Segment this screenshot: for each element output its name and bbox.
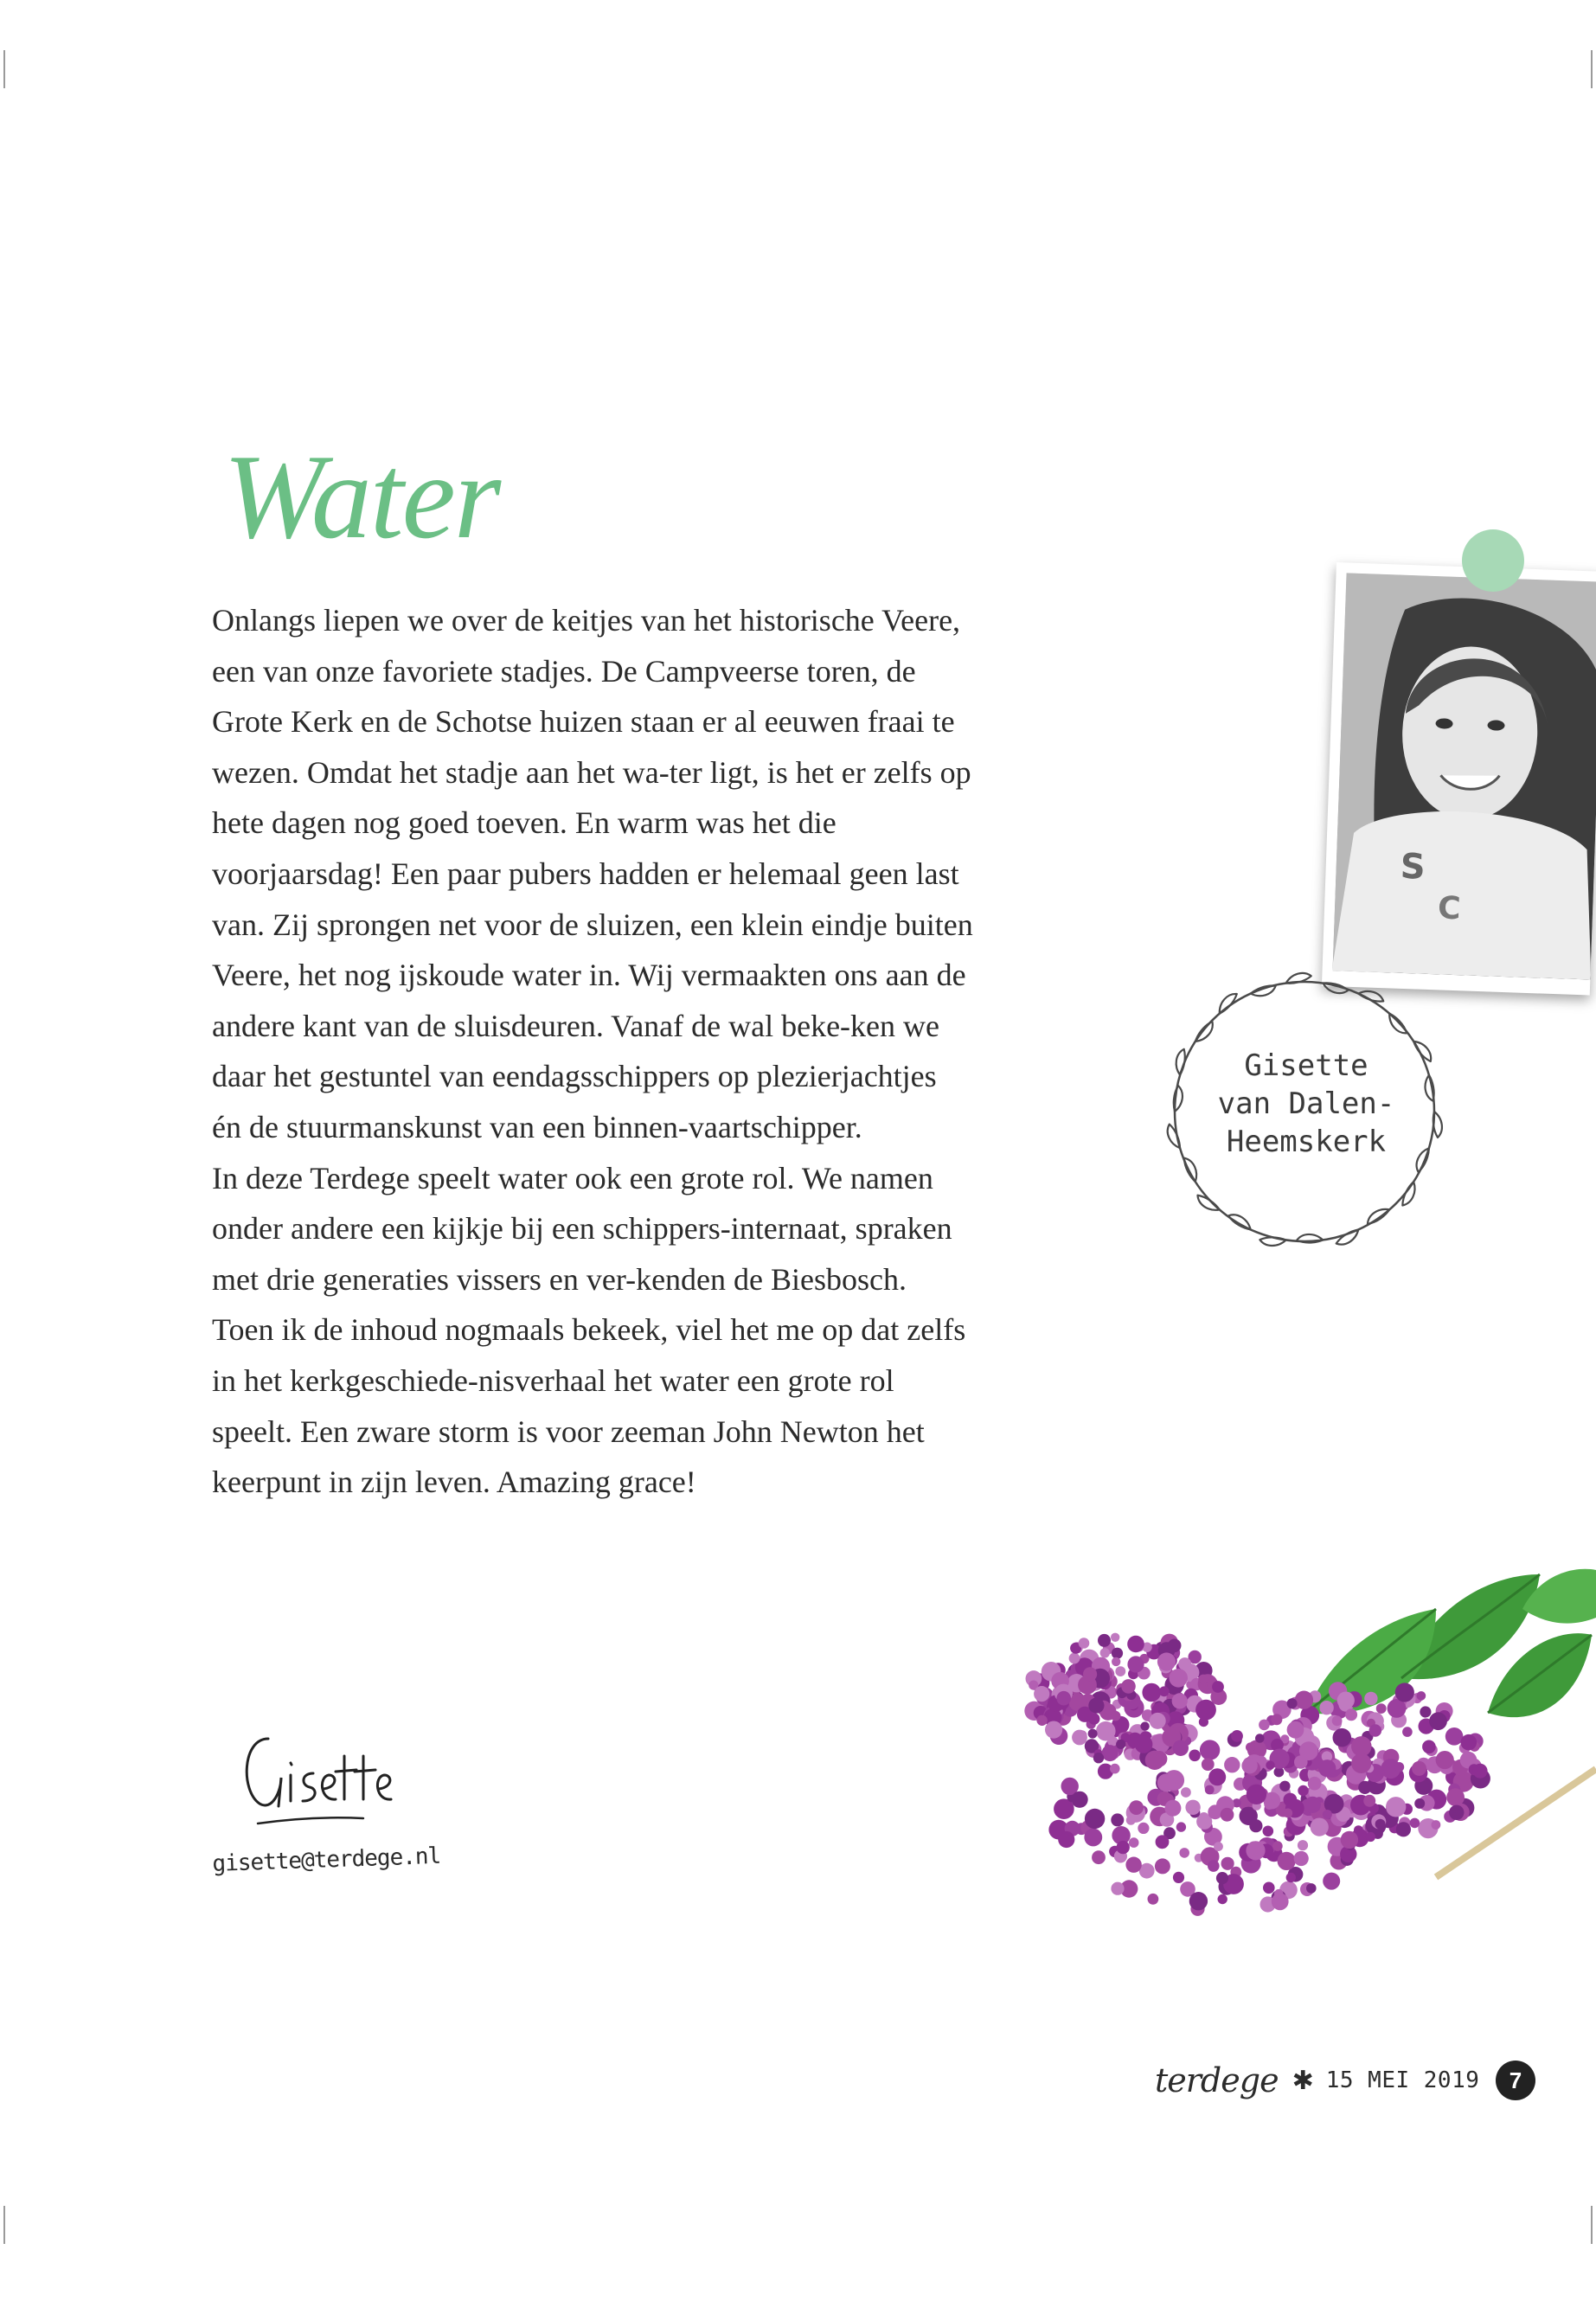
wreath-leaf bbox=[1399, 1181, 1420, 1208]
lilac-blossom bbox=[1287, 1721, 1304, 1739]
crop-mark-bottom-left bbox=[3, 2206, 5, 2244]
lilac-blossom bbox=[1366, 1832, 1375, 1842]
lilac-blossom bbox=[1176, 1822, 1186, 1831]
lilac-blossom bbox=[1386, 1797, 1406, 1817]
signature bbox=[234, 1721, 407, 1843]
lilac-blossom bbox=[1402, 1727, 1413, 1737]
lilac-blossom bbox=[1429, 1712, 1447, 1730]
lilac-blossom bbox=[1112, 1657, 1120, 1666]
author-photo-image bbox=[1333, 573, 1596, 979]
lilac-blossom bbox=[1473, 1764, 1488, 1779]
lilac-blossom bbox=[1395, 1682, 1414, 1702]
lilac-blossom bbox=[1295, 1691, 1313, 1709]
lilac-blossom bbox=[1148, 1894, 1159, 1905]
lilac-blossom bbox=[1164, 1800, 1181, 1817]
lilac-blossom bbox=[1279, 1781, 1290, 1791]
lilac-blossom bbox=[1274, 1889, 1284, 1899]
lilac-blossom bbox=[1189, 1892, 1208, 1910]
lilac-blossom bbox=[1110, 1764, 1120, 1774]
lilac-blossom bbox=[1111, 1882, 1124, 1895]
lilac-blossom bbox=[1150, 1713, 1166, 1729]
lilac-blossom bbox=[1092, 1850, 1106, 1864]
lilac-blossom bbox=[1461, 1734, 1477, 1751]
wreath-leaf bbox=[1296, 1233, 1323, 1245]
lilac-blossom bbox=[1140, 1721, 1149, 1730]
article-body bbox=[212, 595, 973, 1508]
crop-mark-top-right bbox=[1591, 50, 1593, 88]
lilac-blossom bbox=[1072, 1791, 1088, 1808]
lilac-blossom bbox=[1417, 1691, 1426, 1701]
lilac-blossom bbox=[1369, 1724, 1382, 1737]
lilac-blossom bbox=[1445, 1727, 1464, 1746]
lilac-blossom bbox=[1195, 1700, 1216, 1721]
lilac-blossom bbox=[1420, 1706, 1431, 1717]
lilac-blossom bbox=[1263, 1826, 1274, 1837]
lilac-blossom bbox=[1189, 1750, 1201, 1762]
lilac-blossom bbox=[1264, 1799, 1274, 1810]
lilac-blossom bbox=[1138, 1823, 1149, 1834]
wreath-leaf bbox=[1358, 986, 1385, 1005]
lilac-blossom bbox=[1259, 1720, 1270, 1731]
lilac-blossom bbox=[1058, 1831, 1074, 1848]
lilac-blossom bbox=[1111, 1711, 1121, 1721]
svg-text:S: S bbox=[1399, 846, 1426, 888]
lilac-blossom bbox=[1394, 1762, 1404, 1772]
lilac-blossom bbox=[1283, 1809, 1292, 1818]
lilac-blossom bbox=[1156, 1835, 1170, 1849]
lilac-blossom bbox=[1214, 1842, 1223, 1851]
lilac-blossom bbox=[1126, 1816, 1136, 1825]
lilac-blossom bbox=[1200, 1740, 1220, 1759]
lilac-blossom bbox=[1034, 1686, 1049, 1702]
lilac-blossom bbox=[1446, 1788, 1465, 1806]
lilac-blossom bbox=[1173, 1740, 1189, 1756]
lilac-blossom bbox=[1375, 1819, 1386, 1830]
lilac-blossom bbox=[1045, 1721, 1062, 1739]
page-footer bbox=[1155, 2054, 1479, 2106]
lilac-blossom bbox=[1093, 1753, 1104, 1763]
lilac-blossom bbox=[1286, 1873, 1296, 1882]
lilac-blossom bbox=[1363, 1795, 1375, 1807]
lilac-blossom bbox=[1185, 1800, 1200, 1815]
wreath-leaf bbox=[1227, 1212, 1253, 1231]
lilac-blossom bbox=[1323, 1810, 1332, 1819]
lilac-blossom bbox=[1341, 1831, 1358, 1849]
lilac-blossom bbox=[1432, 1820, 1441, 1830]
lilac-blossom bbox=[1319, 1701, 1333, 1715]
lilac-blossom bbox=[1414, 1798, 1425, 1809]
lilac-blossom bbox=[1096, 1721, 1116, 1741]
lilac-blossom bbox=[1056, 1691, 1071, 1706]
wreath-leaf bbox=[1195, 1192, 1220, 1215]
lilac-blossom bbox=[1202, 1758, 1215, 1771]
lilac-blossom bbox=[1135, 1735, 1153, 1753]
lilac-blossom bbox=[1178, 1657, 1191, 1670]
lilac-blossom bbox=[1098, 1634, 1111, 1647]
lilac-blossom bbox=[1306, 1883, 1317, 1894]
email-link[interactable]: gisette@terdege.nl bbox=[212, 1843, 441, 1877]
lilac-blossom bbox=[1412, 1761, 1426, 1776]
lilac-blossom bbox=[1198, 1675, 1208, 1684]
asterisk-icon: ✱ bbox=[1292, 2065, 1314, 2096]
lilac-blossom bbox=[1231, 1730, 1243, 1742]
lilac-blossom bbox=[1129, 1837, 1139, 1848]
lilac-blossom bbox=[1102, 1745, 1118, 1761]
author-name-line: Gisette bbox=[1244, 1048, 1368, 1083]
lilac-blossom bbox=[1085, 1809, 1105, 1829]
issue-date: 15 MEI 2019 bbox=[1325, 2067, 1480, 2093]
lilac-blossom bbox=[1100, 1648, 1110, 1657]
author-name-badge bbox=[1159, 1047, 1453, 1161]
lilac-blossom bbox=[1332, 1715, 1343, 1726]
lilac-blossom bbox=[1304, 1797, 1321, 1813]
lilac-blossom bbox=[1298, 1785, 1308, 1796]
lilac-blossom bbox=[1396, 1822, 1411, 1836]
author-name-line: van Dalen- bbox=[1217, 1086, 1395, 1121]
lilac-blossom bbox=[1351, 1753, 1371, 1773]
lilac-blossom bbox=[1208, 1860, 1220, 1872]
lilac-blossom bbox=[1241, 1758, 1257, 1773]
lilac-blossom bbox=[1247, 1785, 1266, 1804]
lilac-blossom bbox=[1272, 1841, 1283, 1851]
lilac-blossom bbox=[1278, 1852, 1296, 1870]
lilac-blossom bbox=[1345, 1708, 1357, 1721]
lilac-blossom bbox=[1311, 1818, 1329, 1836]
lilac-blossom bbox=[1364, 1692, 1377, 1705]
wreath-leaf bbox=[1384, 1013, 1409, 1036]
lilac-blossom bbox=[1151, 1751, 1168, 1767]
lilac-blossom bbox=[1111, 1633, 1119, 1642]
crop-mark-bottom-right bbox=[1591, 2206, 1593, 2244]
paragraph: In deze Terdege speelt water ook een grote rol. We namen onder andere een kijkje bij een schippers-internaat, spraken met drie generaties vissers en ver-kenden de Biesbosch. Toen ik de inhoud nogmaals bekeek, viel het me op dat zelfs in het kerkgeschiede-nisverhaal het water een grote rol speelt. Een zware storm is voor zeeman John Newton het keerpunt in zijn leven. Amazing grace! bbox=[212, 1160, 966, 1500]
lilac-blossom bbox=[1142, 1683, 1161, 1702]
lilac-blossom bbox=[1116, 1740, 1125, 1749]
lilac-blossom bbox=[1155, 1858, 1170, 1874]
paragraph: Onlangs liepen we over de keitjes van het historische Veere, een van onze favoriete stadjes. De Campveerse toren, de Grote Kerk en de Schotse huizen staan er al eeuwen fraai te wezen. Omdat het stadje aan het wa-ter ligt, is het er zelfs op hete dagen nog goed toeven. En warm was het die voorjaarsdag! Een paar pubers hadden er helemaal geen last van. Zij sprongen net voor de sluizen, een klein eindje buiten Veere, het nog ijskoude water in. Wij vermaakten ons aan de andere kant van de sluisdeuren. Vanaf de wal beke-ken we daar het gestuntel van eendagsschippers op plezierjachtjes én de stuurmanskunst van een binnen-vaartschipper. bbox=[212, 603, 973, 1144]
wreath-leaf bbox=[1335, 1228, 1362, 1247]
lilac-blossom bbox=[1159, 1686, 1170, 1696]
lilac-blossom bbox=[1299, 1741, 1318, 1760]
lilac-blossom bbox=[1449, 1805, 1464, 1820]
page-number: 7 bbox=[1496, 2061, 1535, 2100]
lilac-blossom bbox=[1323, 1873, 1340, 1890]
lilac-blossom bbox=[1088, 1729, 1098, 1739]
lilac-blossom bbox=[1127, 1636, 1144, 1653]
lilac-blossom bbox=[1129, 1800, 1144, 1815]
lilac-blossom bbox=[1111, 1813, 1124, 1826]
lilac-illustration bbox=[1021, 1557, 1596, 1990]
lilac-blossom bbox=[1125, 1857, 1141, 1873]
lilac-blossom bbox=[1173, 1872, 1184, 1883]
lilac-blossom bbox=[1337, 1692, 1355, 1709]
lilac-blossom bbox=[1318, 1759, 1336, 1777]
lilac-blossom bbox=[1218, 1894, 1227, 1904]
lilac-blossom bbox=[1294, 1851, 1309, 1866]
lilac-blossom bbox=[1083, 1667, 1097, 1681]
lilac-blossom bbox=[1115, 1666, 1125, 1676]
lilac-blossom bbox=[1422, 1740, 1436, 1754]
lilac-blossom bbox=[1181, 1787, 1191, 1798]
lilac-blossom bbox=[1117, 1841, 1130, 1854]
lilac-blossom bbox=[1088, 1698, 1104, 1714]
lilac-blossom bbox=[1221, 1808, 1234, 1822]
author-photo bbox=[1322, 562, 1596, 996]
lilac-blossom bbox=[1169, 1669, 1188, 1688]
lilac-blossom bbox=[1266, 1760, 1274, 1769]
wreath-leaf bbox=[1365, 1204, 1390, 1227]
lilac-blossom bbox=[1212, 1681, 1224, 1693]
lilac-blossom bbox=[1072, 1730, 1087, 1746]
lilac-blossom bbox=[1172, 1693, 1188, 1708]
lilac-blossom bbox=[1205, 1785, 1215, 1795]
author-name-line: Heemskerk bbox=[1226, 1125, 1387, 1159]
lilac-blossom bbox=[1112, 1648, 1123, 1659]
lilac-blossom bbox=[1271, 1714, 1282, 1725]
lilac-blossom bbox=[1246, 1742, 1255, 1752]
lilac-blossom bbox=[1287, 1698, 1298, 1708]
lilac-blossom bbox=[1121, 1679, 1136, 1694]
wreath-leaf bbox=[1259, 1235, 1286, 1247]
lilac-blossom bbox=[1263, 1882, 1275, 1894]
lilac-blossom bbox=[1036, 1715, 1047, 1726]
lilac-blossom bbox=[1376, 1703, 1387, 1714]
lilac-blossom bbox=[1179, 1848, 1189, 1858]
lilac-blossom bbox=[1308, 1777, 1322, 1791]
lilac-blossom bbox=[1168, 1639, 1182, 1653]
lilac-blossom bbox=[1224, 1757, 1240, 1772]
lilac-blossom bbox=[1069, 1653, 1080, 1664]
lilac-blossom bbox=[1216, 1872, 1228, 1884]
lilac-blossom bbox=[1084, 1829, 1102, 1847]
lilac-blossom bbox=[1255, 1734, 1265, 1743]
article-title: Water bbox=[223, 430, 500, 564]
lilac-blossom bbox=[1333, 1728, 1352, 1747]
lilac-blossom bbox=[1127, 1656, 1144, 1672]
lilac-blossom bbox=[1208, 1768, 1226, 1785]
lilac-blossom bbox=[1157, 1652, 1176, 1670]
wreath-leaf bbox=[1195, 1019, 1216, 1046]
lilac-blossom bbox=[1298, 1840, 1308, 1850]
magazine-brand: terdege bbox=[1155, 2061, 1279, 2099]
svg-text:C: C bbox=[1437, 890, 1462, 927]
lilac-blossom bbox=[1436, 1751, 1454, 1769]
lilac-blossom bbox=[1246, 1841, 1265, 1860]
lilac-blossom bbox=[1157, 1773, 1176, 1791]
photo-pin bbox=[1462, 529, 1524, 592]
lilac-blossom bbox=[1410, 1818, 1420, 1829]
lilac-blossom bbox=[1199, 1812, 1209, 1823]
lilac-blossom bbox=[1358, 1781, 1371, 1794]
lilac-blossom bbox=[1079, 1638, 1090, 1649]
crop-mark-top-left bbox=[3, 50, 5, 88]
